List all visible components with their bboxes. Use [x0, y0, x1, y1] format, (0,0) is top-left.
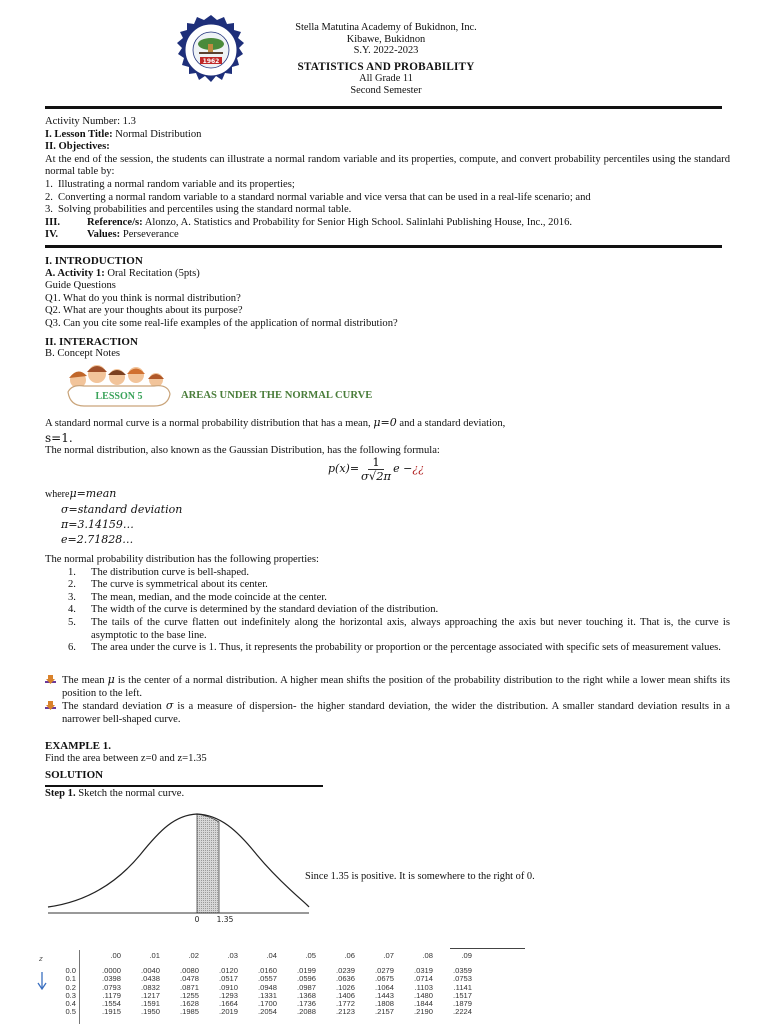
- property-item: 1. The distribution curve is bell-shaped.: [68, 566, 249, 578]
- solution-underline: [45, 785, 323, 787]
- z-table-grid: [58, 950, 472, 1017]
- subject-title: STATISTICS AND PROBABILITY: [297, 60, 475, 73]
- table-row: 0.2 .0793 .0832 .0871 .0910 .0948 .0987 .1026 .1064 .1103 .1141: [65, 982, 472, 992]
- properties-intro: The normal probability distribution has the following properties:: [45, 554, 319, 565]
- notes-list: [45, 674, 730, 726]
- step-1: Step 1. Sketch the normal curve.: [45, 787, 185, 799]
- concept-notes-label: B. Concept Notes: [45, 348, 121, 360]
- down-arrow-bullet-icon: [45, 674, 62, 700]
- down-arrow-bullet-icon: [45, 700, 62, 726]
- school-year: S.Y. 2022-2023: [353, 45, 419, 57]
- normal-curve-sketch: [45, 810, 315, 925]
- objectives-list: [45, 179, 730, 217]
- property-item: 6. The area under the curve is 1. Thus, it represents the probability or proportion or the percentage associated with specific sets of measurement values.: [68, 642, 721, 654]
- guide-questions-label: Guide Questions: [45, 280, 116, 292]
- standard-normal-definition: A standard normal curve is a normal probability distribution that has a mean, μ=0 and a standard deviation,: [45, 416, 506, 429]
- activity-number: Activity Number: 1.3: [45, 116, 136, 127]
- property-item: 5. The tails of the curve flatten out indefinitely along the horizontal axis, always approaching the axis but never touching it. That is, the curve is asymptotic to the base line.: [68, 616, 730, 641]
- question-item: Q1. What do you think is normal distribution?: [45, 292, 241, 304]
- variable-definitions: [45, 488, 730, 547]
- lesson-badge-label: LESSON 5: [95, 391, 143, 402]
- objective-item: 3. Solving probabilities and percentiles using the standard normal table.: [45, 204, 352, 216]
- objectives-heading: II. Objectives:: [45, 141, 110, 153]
- definition-e: e=2.71828…: [61, 532, 134, 546]
- grade-level: All Grade 11: [359, 73, 413, 85]
- gaussian-intro: The normal distribution, also known as the Gaussian Distribution, has the following formula:: [45, 444, 440, 456]
- interaction-heading: II. INTERACTION: [45, 335, 138, 348]
- reference-line: III. Reference/s: Alonzo, A. Statistics and Probability for Senior High School. Salinlahi Publishing House, Inc., 2016.: [45, 216, 573, 228]
- logo-year: 1962: [202, 58, 220, 65]
- table-row: 0.0 .0000 .0040 .0080 .0120 .0160 .0199 .0239 .0279 .0319 .0359: [65, 966, 472, 975]
- definition-sigma: σ=standard deviation: [61, 502, 183, 516]
- school-location: Kibawe, Bukidnon: [346, 33, 426, 45]
- lesson-section-title: AREAS UNDER THE NORMAL CURVE: [181, 390, 373, 401]
- note-item: The mean μ is the center of a normal distribution. A higher mean shifts the position of the probability distribution to the right while a lower mean shifts its position to the left.: [45, 674, 730, 700]
- properties-section: [45, 554, 730, 655]
- table-row: 0.1 .0398 .0438 .0478 .0517 .0557 .0596 .0636 .0675 .0714 .0753: [65, 974, 472, 984]
- note-item: The standard deviation σ is a measure of dispersion- the higher standard deviation, the wider the distribution. A smaller standard deviation results in a narrower bell-shaped curve.: [45, 700, 730, 726]
- broken-exponent: ¿¿: [412, 462, 425, 476]
- normal-pdf-formula: p(x)= $\frac{1}{\sigma√2\pi}$ e − ¿¿: [328, 455, 425, 483]
- table-row: 0.5 .1915 .1950 .1985 .2019 .2054 .2088 .2123 .2157 .2190 .2224: [65, 1007, 472, 1017]
- header-divider: [45, 106, 722, 109]
- introduction-section: [45, 255, 730, 361]
- question-item: Q2. What are your thoughts about its purpose?: [45, 305, 243, 317]
- example-section: [45, 740, 725, 800]
- definition-mu: whereμ=mean: [45, 487, 117, 500]
- property-item: 2. The curve is symmetrical about its center.: [68, 579, 268, 591]
- introduction-heading: I. INTRODUCTION: [45, 255, 143, 267]
- example-problem: Find the area between z=0 and z=1.35: [45, 752, 207, 764]
- objective-item: 1. Illustrating a normal random variable and its properties;: [45, 178, 295, 190]
- values-line: IV. Values: Perseverance: [45, 229, 179, 241]
- document-header: [0, 0, 768, 104]
- lesson-info: [45, 116, 730, 242]
- semester: Second Semester: [350, 84, 422, 96]
- objectives-intro: At the end of the session, the students can illustrate a normal random variable and its properties, compute, and convert probability percentiles using the standard normal table by:: [45, 153, 730, 178]
- curve-explanation: Since 1.35 is positive. It is somewhere to the right of 0.: [305, 871, 535, 882]
- z-axis-label: z: [39, 954, 43, 963]
- objective-item: 2. Converting a normal random variable to a standard normal variable and vice versa that can be used in a real-life scenario; and: [45, 191, 591, 203]
- question-item: Q3. Can you cite some real-life examples of the application of normal distribution?: [45, 317, 398, 329]
- section-divider: [45, 245, 722, 248]
- concept-text: [45, 417, 730, 457]
- definition-pi: π=3.14159…: [61, 517, 134, 531]
- solution-heading: SOLUTION: [45, 769, 104, 782]
- z-table: [30, 946, 510, 1024]
- header-text: [268, 22, 504, 97]
- example-heading: EXAMPLE 1.: [45, 740, 111, 752]
- property-item: 3. The mean, median, and the mode coincide at the center.: [68, 591, 327, 603]
- z-table-header: .00 .01 .02 .03 .04 .05 .06 .07 .08 .09: [110, 951, 472, 960]
- activity-line: A. Activity 1: Oral Recitation (5pts): [45, 267, 200, 279]
- table-top-line: [450, 948, 525, 949]
- sd-value: s=1.: [45, 430, 73, 445]
- lesson-badge-illustration: [64, 362, 174, 410]
- property-item: 4. The width of the curve is determined by the standard deviation of the distribution.: [68, 604, 439, 616]
- table-row: 0.4 .1554 .1591 .1628 .1664 .1700 .1736 .1772 .1808 .1844 .1879: [65, 999, 472, 1009]
- curve-label-135: 1.35: [216, 915, 234, 924]
- lesson-title-line: I. Lesson Title: Normal Distribution: [45, 128, 202, 140]
- school-name: Stella Matutina Academy of Bukidnon, Inc.: [295, 22, 477, 33]
- curve-label-zero: 0: [194, 915, 200, 924]
- formula-fraction: $\frac{1}{\sigma√2\pi}$: [361, 455, 392, 483]
- down-arrow-icon: [37, 972, 47, 990]
- table-row: 0.3 .1179 .1217 .1255 .1293 .1331 .1368 .1406 .1443 .1480 .1517: [65, 990, 472, 1000]
- school-seal-logo: [172, 14, 250, 90]
